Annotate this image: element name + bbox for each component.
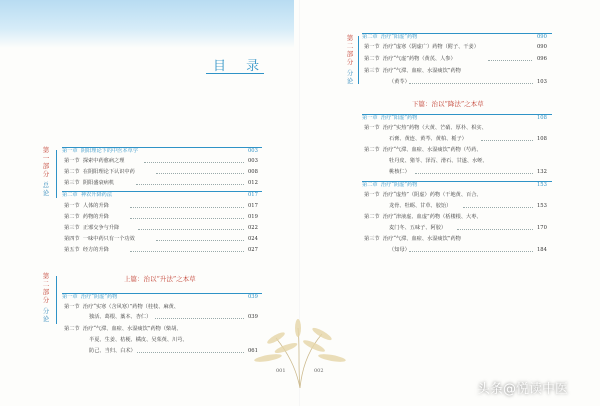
toc-chapter-row[interactable]: 第二章 治疗“阴虚”药物 153 [362,182,547,188]
part-label-right: 第 二 部 分 分 论 [346,34,354,85]
toc-item-row[interactable]: 第一节 治疗“实热”药物（大黄、芒硝、厚朴、枳实、 [364,125,487,131]
toc-item-row[interactable]: 第一节 治疗“实寒（含风寒）”药物（桂枝、麻黄、 [64,304,179,310]
page-number-right: 002 [314,368,324,374]
part1-divider [56,150,57,198]
part2-label: 第 二 部 分 分 论 [42,272,50,323]
toc-item-row[interactable]: 第二节 在阴阳理论下认识中药 008 [64,169,258,175]
toc-item-row[interactable]: 第二节 药物的升降 019 [64,214,258,220]
toc-item-row[interactable]: 第五节 经方的升降 027 [64,247,258,253]
toc-item-row[interactable]: 第三节 正邪交争与升降 022 [64,225,258,231]
header-banner [0,0,294,48]
toc-item-row[interactable]: 半夏、生姜、桔梗、橘皮、吴茱萸、川芎、 [89,337,188,343]
toc-item-row[interactable]: 第一节 探索中药愈病之理 003 [64,158,258,164]
toc-item-row[interactable]: 第一节 人体的升降 017 [64,203,258,209]
toc-chapter-row[interactable]: 第二章 神农升降药法 017 [62,192,258,198]
page-number-left: 001 [276,368,286,374]
title-rule [206,73,264,74]
plant-illustration-icon [238,318,362,388]
toc-item-row[interactable]: 第四节 一味中药只有一个功效 024 [64,236,258,242]
toc-item-row[interactable]: 独活、葛根、藁本、杏仁） 039 [89,314,258,320]
toc-item-row[interactable]: （黄苓） 103 [389,79,547,85]
toc-item-row[interactable]: 龙骨、牡蛎、甘草、胶饴） 153 [389,203,547,209]
part1-label: 第 一 部 分 总 论 [42,146,50,197]
toc-item-row[interactable]: 第二节 治疗“津液虚、血虚”药物（栝楼根、大枣、 [364,214,482,220]
toc-item-row[interactable]: 第二节 治疗“气滞、血瘀、水湿痰饮”药物（芍药、 [364,147,482,153]
part-upper-title: 上篇：治以“升法”之本草 [124,275,196,283]
toc-item-row[interactable]: 第一节 治疗“虚热”（阴虚）药物（干地黄、百合、 [364,192,482,198]
toc-item-row[interactable]: 防己、当归、白术） 061 [89,348,258,354]
toc-item-row[interactable]: 石膏、黄连、黄芩、黄柏、栀子） 108 [389,136,547,142]
toc-chapter-row[interactable]: 第一章 阴阳理论下的中医本草学 003 [62,148,258,154]
part-divider-right [358,36,359,84]
toc-chapter-row[interactable]: 第一章 治疗“阴虚”药物 039 [62,294,258,300]
toc-item-row[interactable]: 桃核仁） 132 [389,169,547,175]
toc-item-row[interactable]: 麦门冬、五味子、阿胶） 170 [389,225,547,231]
toc-item-row[interactable]: 第三节 阴阳盛衰病机 012 [64,180,258,186]
toc-chapter-row[interactable]: 第一章 治疗“阳虚”药物 108 [362,115,547,121]
toc-item-row[interactable]: 第三节 治疗“气滞、血瘀、水湿痰饮”药物 [364,236,461,242]
toc-item-row[interactable]: 第二节 治疗“气虚”药物（黄芪、人参） 096 [364,56,547,62]
toc-item-row[interactable]: 第一节 治疗“虚寒（阴虚广）药物（附子、干姜） 090 [364,44,547,50]
watermark-text: 头条@悦读中医 [477,382,569,397]
toc-title: 目 录 [213,59,268,74]
part2-divider [56,276,57,324]
toc-item-row[interactable]: 第三节 治疗“气滞、血瘀、水湿痰饮”药物 [364,68,461,74]
toc-chapter-row[interactable]: 第二章 治疗“阳虚”药物 090 [362,34,547,40]
toc-item-row[interactable]: 牡丹皮、猪苓、泽泻、滑石、甘遂、水蛭、 [389,158,488,164]
part-lower-title: 下篇：治以“降法”之本草 [412,100,484,108]
toc-item-row[interactable]: 第二节 治疗“气滞、血瘀、水湿痰饮”药物（柴胡、 [64,326,182,332]
toc-item-row[interactable]: （知母） 184 [389,247,547,253]
